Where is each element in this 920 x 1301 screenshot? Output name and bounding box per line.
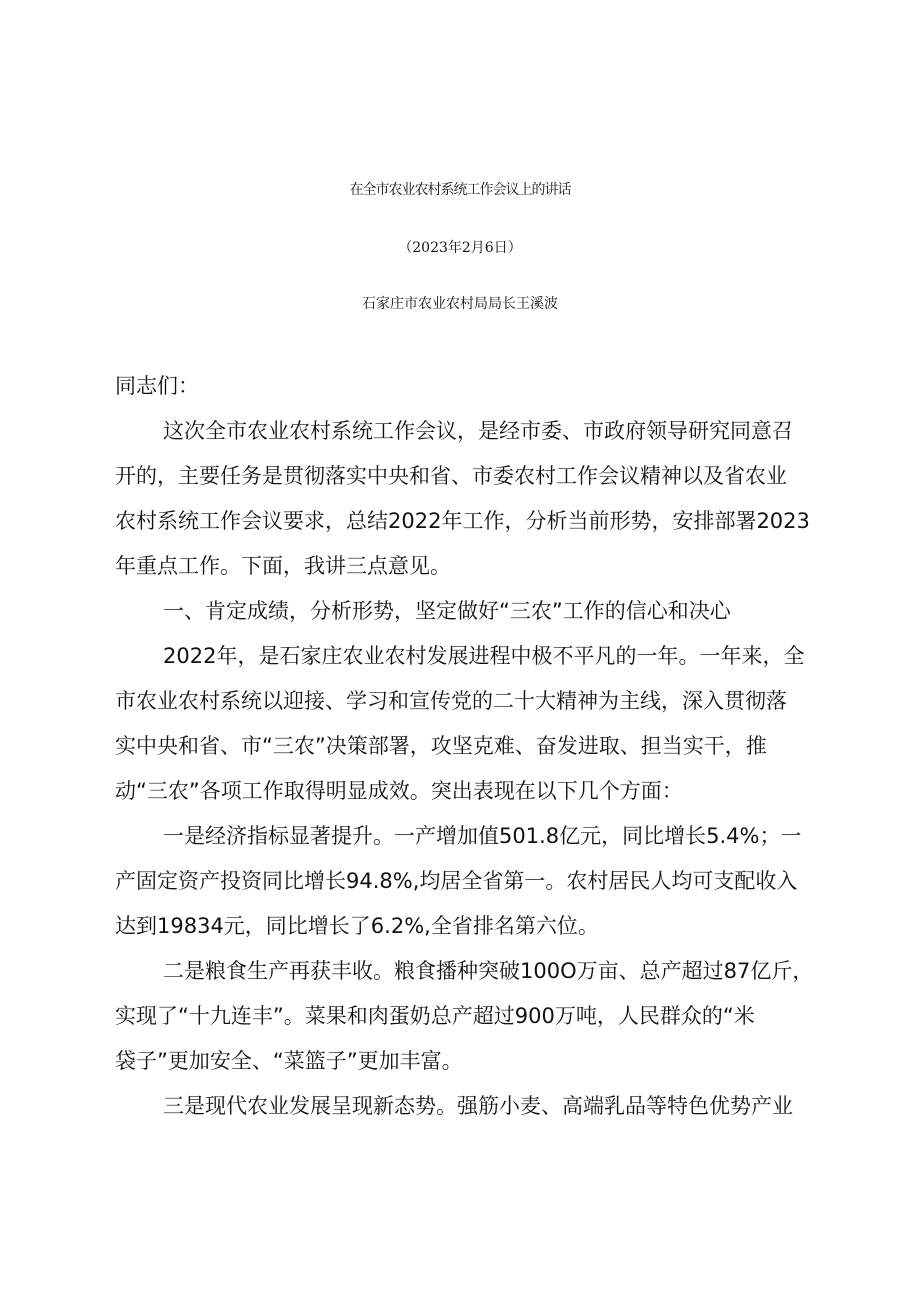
paragraph-line: 市农业农村系统以迎接、学习和宣传党的二十大精神为主线，深入贯彻落 xyxy=(115,689,787,713)
document-title: 在全市农业农村系统工作会议上的讲话 xyxy=(349,182,571,198)
paragraph-line: 动“三农”各项工作取得明显成效。突出表现在以下几个方面： xyxy=(115,779,683,803)
section-heading-1 xyxy=(115,589,825,634)
greeting-line: 同志们： xyxy=(115,374,199,398)
paragraph-line: 二是粮食生产再获丰收。粮食播种突破100O万亩、总产超过87亿斤， xyxy=(163,959,814,983)
paragraph-economic-indicators xyxy=(115,814,825,949)
paragraph-line: 2022年，是石家庄农业农村发展进程中极不平凡的一年。一年来，全 xyxy=(163,644,805,668)
paragraph-line: 这次全市农业农村系统工作会议，是经市委、市政府领导研究同意召 xyxy=(163,419,793,443)
paragraph-line: 农村系统工作会议要求，总结2022年工作，分析当前形势，安排部署2023 xyxy=(115,509,810,533)
paragraph-line: 三是现代农业发展呈现新态势。强筋小麦、高端乳品等特色优势产业 xyxy=(163,1094,793,1118)
paragraph-line: 开的，主要任务是贯彻落实中央和省、市委农村工作会议精神以及省农业 xyxy=(115,464,787,488)
paragraph-line: 袋子”更加安全、“菜篮子”更加丰富。 xyxy=(115,1049,463,1073)
paragraph-modern-agriculture xyxy=(115,1084,825,1129)
document-author: 石家庄市农业农村局局长王溪波 xyxy=(362,296,558,312)
section-heading-line: 一、肯定成绩，分析形势，坚定做好“三农”工作的信心和决心 xyxy=(163,599,731,623)
paragraph-line: 实现了“十九连丰”。菜果和肉蛋奶总产超过900万吨，人民群众的“米 xyxy=(115,1004,755,1028)
paragraph-line: 达到19834元，同比增长了6.2%,全省排名第六位。 xyxy=(115,914,599,938)
paragraph-line: 实中央和省、市“三农”决策部署，攻坚克难、奋发进取、担当实干，推 xyxy=(115,734,767,758)
greeting xyxy=(115,364,825,409)
paragraph-line: 产固定资产投资同比增长94.8%,均居全省第一。农村居民人均可支配收入 xyxy=(115,869,798,893)
paragraph-line: 一是经济指标显著提升。一产增加值501.8亿元，同比增长5.4%；一 xyxy=(163,824,802,848)
paragraph-grain-harvest xyxy=(115,949,825,1084)
paragraph-overview xyxy=(115,634,825,814)
paragraph-intro xyxy=(115,409,825,589)
paragraph-line: 年重点工作。下面，我讲三点意见。 xyxy=(115,554,451,578)
document-date: （2023年2月6日） xyxy=(398,240,522,256)
